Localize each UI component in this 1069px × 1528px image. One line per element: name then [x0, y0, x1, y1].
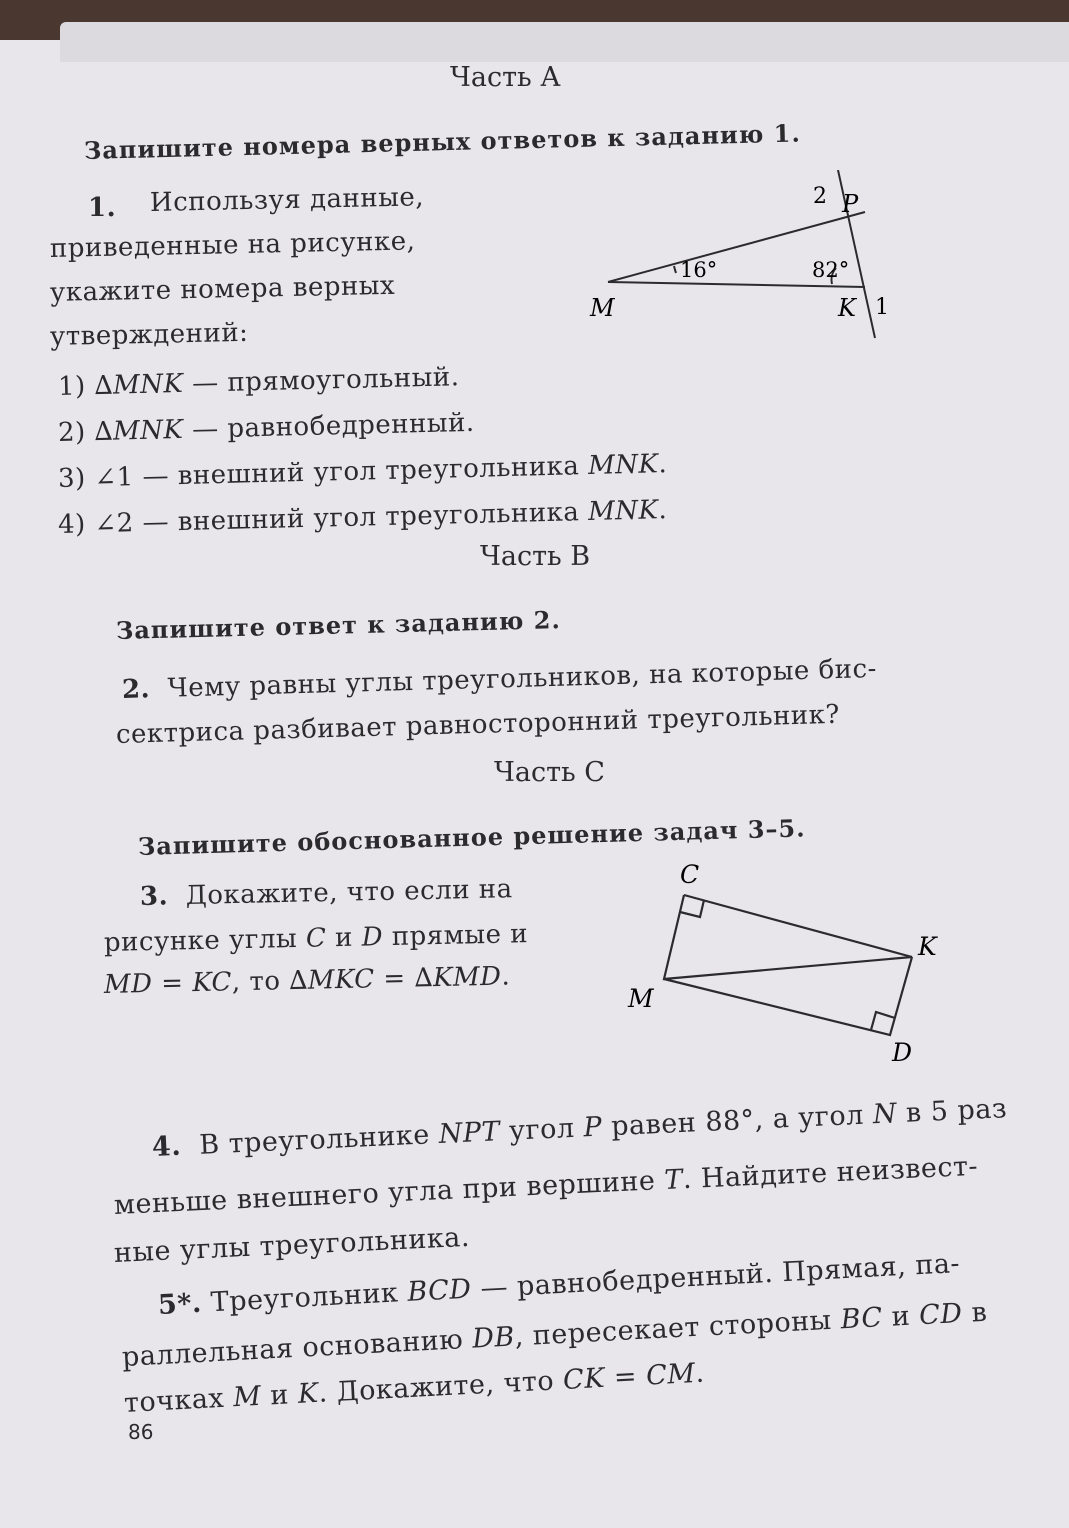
- label-c: C: [680, 860, 700, 889]
- task1-number: 1.: [88, 193, 117, 223]
- task5-line-3: точках M и K. Докажите, что CK = CM.: [123, 1357, 706, 1419]
- label-m: M: [590, 294, 615, 322]
- part-c-title: Часть С: [494, 757, 605, 788]
- task1-option-1: 1) ∆MNK — прямоугольный.: [57, 362, 460, 402]
- task3-line-1: 3. Докажите, что если на: [139, 874, 513, 912]
- task1-line-4: утверждений:: [49, 317, 249, 352]
- task1-line-3: укажите номера верных: [49, 270, 396, 308]
- task1-triangle-figure: [580, 170, 900, 345]
- task1-option-2: 2) ∆MNK — равнобедренный.: [57, 407, 475, 448]
- task5-line-1: 5*. Треугольник BCD — равнобедренный. Прямая, па-: [157, 1247, 961, 1321]
- part-a-title: Часть А: [450, 62, 561, 93]
- task4-line-3: ные углы треугольника.: [113, 1221, 471, 1269]
- task1-line-2: приведенные на рисунке,: [49, 226, 416, 264]
- label-k: K: [918, 932, 937, 961]
- task4-line-1: 4. В треугольнике NPT угол P равен 88°, а угол N в 5 раз: [151, 1093, 1008, 1163]
- task1-option-4: 4) ∠2 — внешний угол треугольника MNK.: [57, 495, 668, 540]
- task3-quadrilateral-figure: [620, 855, 950, 1070]
- task2-line-2: сектриса разбивает равносторонний треугольник?: [115, 699, 841, 750]
- part-c-instruction: Запишите обоснованное решение задач 3–5.: [137, 813, 806, 861]
- task5-line-2: раллельная основанию DB, пересекает стороны BC и CD в: [121, 1296, 989, 1373]
- task1-line-1: Используя данные,: [149, 182, 425, 218]
- part-b-title: Часть В: [480, 541, 591, 572]
- label-m: M: [628, 984, 654, 1013]
- angle-m-arc: [674, 266, 676, 273]
- label-angle-m: 16°: [680, 258, 718, 282]
- task1-option-3: 3) ∠1 — внешний угол треугольника MNK.: [57, 449, 668, 494]
- right-angle-c: [680, 900, 704, 917]
- task2-line-1: 2. Чему равны углы треугольников, на которые бис-: [121, 653, 878, 705]
- task3-line-3: MD = KC, то ∆MKC = ∆KMD.: [103, 961, 511, 1000]
- line-mk: [608, 282, 865, 287]
- page-number: 86: [128, 1420, 154, 1444]
- part-a-instruction: Запишите номера верных ответов к заданию 1.: [83, 118, 802, 165]
- label-k: K: [838, 294, 856, 322]
- label-angle-2: 2: [813, 184, 827, 209]
- label-angle-1: 1: [875, 295, 889, 320]
- part-b-instruction: Запишите ответ к заданию 2.: [115, 605, 562, 645]
- label-angle-k: 82°: [812, 258, 850, 282]
- task4-line-2: меньше внешнего угла при вершине T. Найдите неизвест-: [113, 1150, 979, 1221]
- label-d: D: [892, 1038, 913, 1067]
- task3-line-2: рисунке углы C и D прямые и: [103, 919, 529, 958]
- label-p: P: [842, 190, 859, 218]
- previous-page-edge: [60, 22, 1069, 62]
